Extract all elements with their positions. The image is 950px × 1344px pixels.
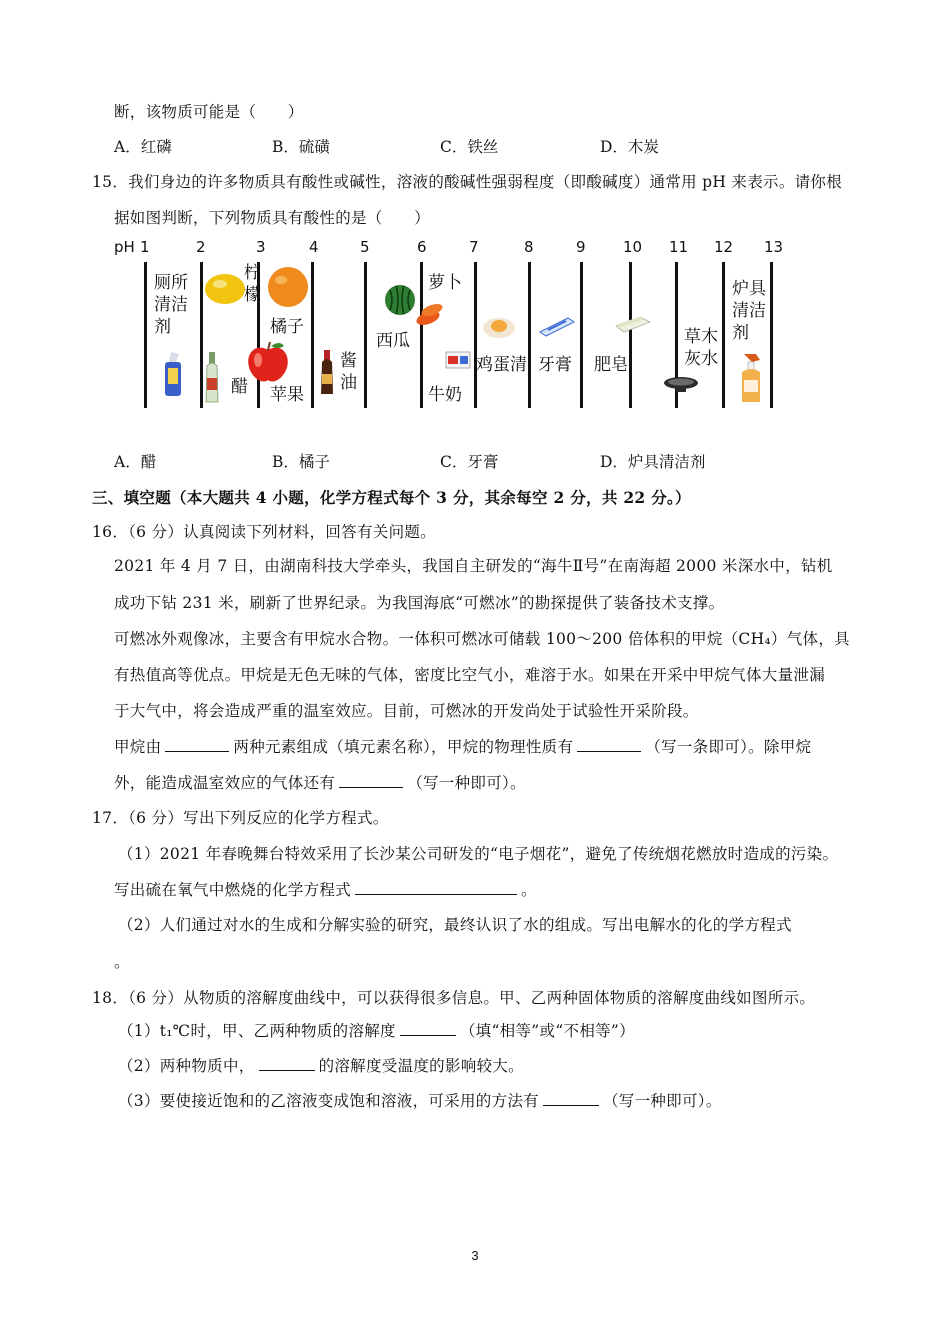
egg-icon xyxy=(482,314,516,340)
ph-tick-13: 13 xyxy=(764,238,784,256)
apple-icon xyxy=(244,340,292,384)
egg-white-label: 鸡蛋清 xyxy=(476,355,527,375)
lemon-label: 柠 檬 xyxy=(244,263,261,305)
q16-material-p2-line3: 于大气中，将会造成严重的温室效应。目前，可燃冰的开发尚处于试验性开采阶段。 xyxy=(114,702,699,720)
q15-stem-line1: 15．我们身边的许多物质具有酸性或碱性，溶液的酸碱性强弱程度（即酸碱度）通常用 pH 来表示。请你根 xyxy=(92,173,843,191)
ph-bar-6 xyxy=(420,262,423,408)
ph-tick-7: 7 xyxy=(469,238,479,256)
soy-sauce-bottle-icon xyxy=(318,350,336,396)
q18-part1: （1）t₁℃时，甲、乙两种物质的溶解度 （填“相等”或“不相等”） xyxy=(118,1022,635,1040)
ph-tick-10: 10 xyxy=(623,238,643,256)
q16-question-line2: 外，能造成温室效应的气体还有 （写一种即可）。 xyxy=(114,774,526,792)
q15-option-c: C．牙膏 xyxy=(440,453,499,471)
answer-blank-greenhouse-gas[interactable] xyxy=(339,773,403,788)
q14-option-b: B．硫磺 xyxy=(272,138,330,156)
ph-bar-10 xyxy=(629,262,632,408)
q17-part2-line1: （2）人们通过对水的生成和分解实验的研究，最终认识了水的组成。写出电解水的化的学方程式 xyxy=(118,916,792,934)
ph-tick-5: 5 xyxy=(360,238,370,256)
stove-cleaner-label: 炉具 清洁 剂 xyxy=(732,279,766,343)
lemon-icon xyxy=(204,272,246,306)
ph-bar-5 xyxy=(364,262,367,408)
q17-part2-line2: 。 xyxy=(114,953,130,971)
q16-material-p1-line1: 2021 年 4 月 7 日，由湖南科技大学牵头，我国自主研发的“海牛Ⅱ号”在南海超 2000 米深水中，钻机 xyxy=(114,557,833,575)
orange-label: 橘子 xyxy=(270,317,304,337)
answer-blank-sulfur-equation[interactable] xyxy=(355,880,517,895)
ph-scale-figure xyxy=(110,232,790,422)
ph-bar-12 xyxy=(722,262,725,408)
ph-tick-12: 12 xyxy=(714,238,734,256)
q15-option-d: D．炉具清洁剂 xyxy=(600,453,706,471)
page-number: 3 xyxy=(471,1248,479,1263)
ph-tick-2: 2 xyxy=(196,238,206,256)
ph-bar-8 xyxy=(528,262,531,408)
ph-bar-13 xyxy=(770,262,773,408)
ash-water-bowl-icon xyxy=(662,374,700,396)
q14-option-d: D．木炭 xyxy=(600,138,659,156)
toilet-cleaner-bottle-icon xyxy=(162,350,184,398)
q15-stem-line2: 据如图判断，下列物质具有酸性的是（ ） xyxy=(114,209,431,227)
toothpaste-label: 牙膏 xyxy=(538,355,572,375)
ph-bar-9 xyxy=(580,262,583,408)
watermelon-icon xyxy=(384,284,416,316)
answer-blank-method[interactable] xyxy=(543,1091,599,1106)
milk-label: 牛奶 xyxy=(428,385,462,405)
milk-carton-icon xyxy=(444,348,472,370)
q14-option-a: A．红磷 xyxy=(114,138,172,156)
ph-tick-9: 9 xyxy=(576,238,586,256)
q17-part1-line2: 写出硫在氧气中燃烧的化学方程式 。 xyxy=(114,881,537,899)
watermelon-label: 西瓜 xyxy=(376,331,410,351)
soap-label: 肥皂 xyxy=(594,355,628,375)
answer-blank-substance[interactable] xyxy=(259,1056,315,1071)
ph-tick-1: 1 xyxy=(140,238,150,256)
q16-question-line1: 甲烷由 两种元素组成（填元素名称），甲烷的物理性质有 （写一条即可）。除甲烷 xyxy=(114,738,812,756)
q18-stem: 18．（6 分）从物质的溶解度曲线中，可以获得很多信息。甲、乙两种固体物质的溶解度曲线如图所示。 xyxy=(92,989,816,1007)
ash-water-label: 草木 灰水 xyxy=(684,327,718,369)
q15-option-b: B．橘子 xyxy=(272,453,330,471)
q17-part1-line1: （1）2021 年春晚舞台特效采用了长沙某公司研发的“电子烟花”，避免了传统烟花燃放时造成的污染。 xyxy=(118,845,839,863)
apple-label: 苹果 xyxy=(270,385,304,405)
answer-blank-elements[interactable] xyxy=(165,737,229,752)
radish-label: 萝卜 xyxy=(428,273,462,293)
answer-blank-solubility-equal[interactable] xyxy=(400,1021,456,1036)
q16-material-p1-line2: 成功下钻 231 米，刷新了世界纪录。为我国海底“可燃冰”的勘探提供了装备技术支撑。 xyxy=(114,594,725,612)
ph-tick-6: 6 xyxy=(417,238,427,256)
q18-part3: （3）要使接近饱和的乙溶液变成饱和溶液，可采用的方法有 （写一种即可）。 xyxy=(118,1092,722,1110)
toothpaste-icon xyxy=(538,316,578,338)
ph-bar-4 xyxy=(311,262,314,408)
radish-icon xyxy=(415,300,445,328)
toilet-cleaner-label: 厕所 清洁 剂 xyxy=(154,273,188,337)
q14-stem-tail: 断，该物质可能是（ ） xyxy=(114,103,304,121)
ph-bar-2 xyxy=(200,262,203,408)
ph-tick-8: 8 xyxy=(524,238,534,256)
ph-bar-1 xyxy=(144,262,147,408)
vinegar-bottle-icon xyxy=(204,352,220,404)
soy-sauce-label: 酱 油 xyxy=(340,351,357,393)
ph-tick-11: 11 xyxy=(669,238,689,256)
stove-cleaner-spray-icon xyxy=(738,352,764,404)
soap-icon xyxy=(612,312,654,334)
q15-option-a: A．醋 xyxy=(114,453,157,471)
ph-tick-3: 3 xyxy=(256,238,266,256)
ph-axis-label: pH xyxy=(114,238,135,256)
q18-part2: （2）两种物质中， 的溶解度受温度的影响较大。 xyxy=(118,1057,524,1075)
ph-bar-7 xyxy=(474,262,477,408)
answer-blank-physical-property[interactable] xyxy=(577,737,641,752)
ph-tick-4: 4 xyxy=(309,238,319,256)
orange-icon xyxy=(267,266,309,308)
q16-material-p2-line2: 有热值高等优点。甲烷是无色无味的气体，密度比空气小，难溶于水。如果在开采中甲烷气体大量泄漏 xyxy=(114,666,826,684)
q16-stem: 16．（6 分）认真阅读下列材料，回答有关问题。 xyxy=(92,523,436,541)
q14-option-c: C．铁丝 xyxy=(440,138,499,156)
section-3-heading: 三、填空题（本大题共 4 小题，化学方程式每个 3 分，其余每空 2 分，共 22 分。） xyxy=(92,488,691,507)
q16-material-p2-line1: 可燃冰外观像冰，主要含有甲烷水合物。一体积可燃冰可储载 100～200 倍体积的甲烷（CH₄）气体，具 xyxy=(114,630,850,648)
vinegar-label: 醋 xyxy=(231,377,248,397)
q17-stem: 17．（6 分）写出下列反应的化学方程式。 xyxy=(92,809,389,827)
